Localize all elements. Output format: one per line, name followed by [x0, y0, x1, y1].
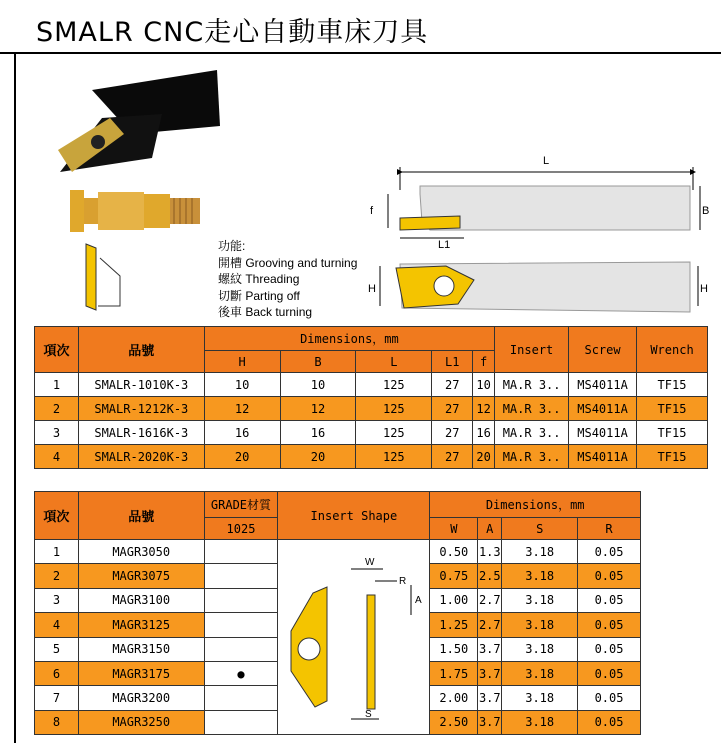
- shape-A-label: A: [414, 594, 422, 606]
- cell-part-no: MAGR3150: [78, 637, 204, 661]
- cell-H: 16: [204, 421, 280, 445]
- cell-screw: MS4011A: [569, 397, 637, 421]
- left-border-line: [14, 54, 16, 743]
- cell-L1: 27: [432, 421, 473, 445]
- cell-W: 1.25: [430, 613, 478, 637]
- cell-B: 16: [280, 421, 356, 445]
- cell-insert: MA.R 3..: [495, 445, 569, 469]
- cell-f: 12: [473, 397, 495, 421]
- dim-B-label: B: [702, 205, 710, 217]
- header-f: f: [473, 351, 495, 373]
- cell-grade: [204, 540, 278, 564]
- cell-A: 1.3: [478, 540, 502, 564]
- header-A: A: [478, 518, 502, 540]
- header-item: 項次: [35, 492, 79, 540]
- holder-spec-table: [34, 326, 708, 469]
- header-grade-code: 1025: [204, 518, 278, 540]
- header-W: W: [430, 518, 478, 540]
- cell-grade: [204, 710, 278, 734]
- cell-grade: [204, 637, 278, 661]
- cell-A: 3.7: [478, 637, 502, 661]
- cell-A: 3.7: [478, 710, 502, 734]
- cell-part-no: SMALR-1010K-3: [78, 373, 204, 397]
- shape-R-label: R: [398, 575, 407, 587]
- cell-W: 0.75: [430, 564, 478, 588]
- table-row: [35, 421, 708, 445]
- header-S: S: [502, 518, 578, 540]
- cell-S: 3.18: [502, 588, 578, 612]
- cell-item: 2: [35, 564, 79, 588]
- cell-screw: MS4011A: [569, 421, 637, 445]
- cell-grade: [204, 686, 278, 710]
- function-item: 後車 Back turning: [218, 305, 313, 319]
- cell-H: 20: [204, 445, 280, 469]
- table-row: [35, 373, 708, 397]
- cell-S: 3.18: [502, 613, 578, 637]
- header-part-no: 品號: [78, 492, 204, 540]
- cell-W: 1.50: [430, 637, 478, 661]
- header-dimensions: Dimensions，mm: [204, 327, 494, 351]
- cell-insert: MA.R 3..: [495, 373, 569, 397]
- dim-L-label: L: [543, 155, 550, 167]
- header-H: H: [204, 351, 280, 373]
- function-item: 切斷 Parting off: [218, 288, 300, 303]
- tool-holder-photo: [52, 68, 222, 180]
- cell-S: 3.18: [502, 564, 578, 588]
- cell-item: 2: [35, 397, 79, 421]
- cell-item: 4: [35, 445, 79, 469]
- header-R: R: [578, 518, 641, 540]
- page-title: SMALR CNC走心自動車床刀具: [36, 17, 429, 48]
- shape-W-label: W: [364, 556, 375, 568]
- cell-W: 2.00: [430, 686, 478, 710]
- dim-H-right-label: H: [700, 283, 708, 295]
- cell-R: 0.05: [578, 661, 641, 685]
- cell-item: 4: [35, 613, 79, 637]
- cell-L1: 27: [432, 445, 473, 469]
- cell-item: 6: [35, 661, 79, 685]
- table-row: [35, 397, 708, 421]
- header-item: 項次: [35, 327, 79, 373]
- cell-L: 125: [356, 397, 432, 421]
- cell-item: 8: [35, 710, 79, 734]
- cell-A: 3.7: [478, 661, 502, 685]
- header-L: L: [356, 351, 432, 373]
- cell-S: 3.18: [502, 661, 578, 685]
- cell-grade: [204, 588, 278, 612]
- cell-L: 125: [356, 373, 432, 397]
- shape-S-label: S: [364, 708, 372, 720]
- insert-spec-table: [34, 491, 641, 735]
- cell-item: 1: [35, 540, 79, 564]
- cell-W: 0.50: [430, 540, 478, 564]
- cell-A: 2.7: [478, 588, 502, 612]
- cell-part-no: MAGR3050: [78, 540, 204, 564]
- cell-part-no: MAGR3200: [78, 686, 204, 710]
- cell-R: 0.05: [578, 564, 641, 588]
- cell-part-no: SMALR-1616K-3: [78, 421, 204, 445]
- function-heading: 功能:: [218, 239, 246, 253]
- function-item: 開槽 Grooving and turning: [218, 255, 358, 270]
- cell-wrench: TF15: [637, 445, 708, 469]
- cell-wrench: TF15: [637, 421, 708, 445]
- cell-screw: MS4011A: [569, 373, 637, 397]
- cell-wrench: TF15: [637, 373, 708, 397]
- header-insert: Insert: [495, 327, 569, 373]
- insert-shape-drawing: [279, 541, 429, 731]
- cell-item: 5: [35, 637, 79, 661]
- cell-part-no: MAGR3075: [78, 564, 204, 588]
- cell-S: 3.18: [502, 540, 578, 564]
- header-dimensions: Dimensions，mm: [430, 492, 641, 518]
- cell-H: 10: [204, 373, 280, 397]
- cell-part-no: SMALR-2020K-3: [78, 445, 204, 469]
- cell-part-no: MAGR3100: [78, 588, 204, 612]
- cell-item: 3: [35, 421, 79, 445]
- cell-B: 12: [280, 397, 356, 421]
- header-grade: GRADE材質: [204, 492, 278, 518]
- insert-shape-drawing-cell: [278, 540, 430, 735]
- cell-W: 1.75: [430, 661, 478, 685]
- cell-S: 3.18: [502, 637, 578, 661]
- insert-sketch: [84, 240, 128, 314]
- cell-part-no: SMALR-1212K-3: [78, 397, 204, 421]
- cell-R: 0.05: [578, 710, 641, 734]
- cell-f: 16: [473, 421, 495, 445]
- cell-B: 10: [280, 373, 356, 397]
- cell-L: 125: [356, 445, 432, 469]
- cell-item: 7: [35, 686, 79, 710]
- cell-L1: 27: [432, 373, 473, 397]
- header-B: B: [280, 351, 356, 373]
- cell-A: 3.7: [478, 686, 502, 710]
- header-part-no: 品號: [78, 327, 204, 373]
- cell-L1: 27: [432, 397, 473, 421]
- cell-grade: ●: [204, 661, 278, 685]
- cell-R: 0.05: [578, 686, 641, 710]
- cell-part-no: MAGR3250: [78, 710, 204, 734]
- cell-f: 20: [473, 445, 495, 469]
- function-list: [218, 238, 357, 321]
- header-screw: Screw: [569, 327, 637, 373]
- cell-S: 3.18: [502, 710, 578, 734]
- cell-item: 1: [35, 373, 79, 397]
- cell-screw: MS4011A: [569, 445, 637, 469]
- header-insert-shape: Insert Shape: [278, 492, 430, 540]
- holder-dimension-drawing: [360, 150, 721, 325]
- screw-photo: [66, 184, 204, 240]
- cell-part-no: MAGR3175: [78, 661, 204, 685]
- cell-B: 20: [280, 445, 356, 469]
- cell-grade: [204, 564, 278, 588]
- cell-insert: MA.R 3..: [495, 397, 569, 421]
- dim-L1-label: L1: [438, 239, 451, 251]
- dim-f-label: f: [370, 205, 374, 217]
- cell-W: 1.00: [430, 588, 478, 612]
- cell-R: 0.05: [578, 540, 641, 564]
- function-item: 螺紋 Threading: [218, 272, 300, 286]
- cell-wrench: TF15: [637, 397, 708, 421]
- header-wrench: Wrench: [637, 327, 708, 373]
- header-L1: L1: [432, 351, 473, 373]
- table-row: [35, 445, 708, 469]
- cell-part-no: MAGR3125: [78, 613, 204, 637]
- cell-R: 0.05: [578, 637, 641, 661]
- cell-R: 0.05: [578, 613, 641, 637]
- cell-H: 12: [204, 397, 280, 421]
- cell-grade: [204, 613, 278, 637]
- cell-item: 3: [35, 588, 79, 612]
- cell-f: 10: [473, 373, 495, 397]
- cell-S: 3.18: [502, 686, 578, 710]
- title-divider: [0, 52, 721, 54]
- cell-R: 0.05: [578, 588, 641, 612]
- dim-H-left-label: H: [368, 283, 376, 295]
- cell-A: 2.7: [478, 613, 502, 637]
- cell-W: 2.50: [430, 710, 478, 734]
- cell-insert: MA.R 3..: [495, 421, 569, 445]
- cell-A: 2.5: [478, 564, 502, 588]
- cell-L: 125: [356, 421, 432, 445]
- table-row: [35, 540, 641, 564]
